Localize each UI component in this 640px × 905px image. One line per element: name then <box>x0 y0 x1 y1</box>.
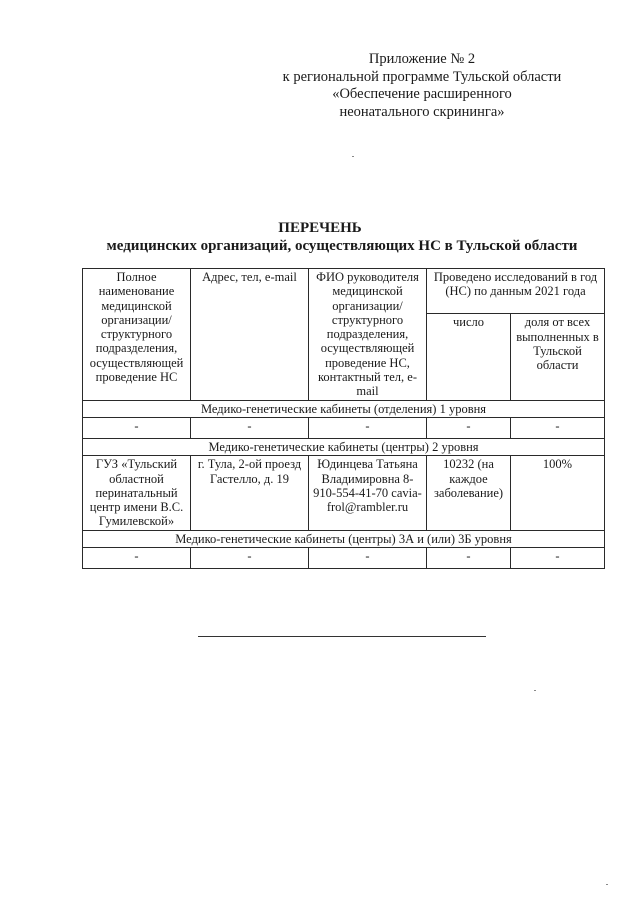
cell-number: - <box>427 417 511 438</box>
title-line-1: ПЕРЕЧЕНЬ <box>278 220 362 236</box>
header-head: ФИО руководителя медицинской организации/ структурного подразделения, осуществляющей проведение НС, контактный тел, e-mail <box>309 269 427 401</box>
table-row <box>83 548 605 569</box>
header-row <box>83 269 605 314</box>
scan-speck <box>534 690 536 691</box>
cell-name: ГУЗ «Тульский областной перинатальный центр имени В.С. Гумилевской» <box>83 456 191 530</box>
document-title <box>80 219 578 255</box>
header-studies: Проведено исследований в год (НС) по данным 2021 года <box>427 269 605 314</box>
cell-address: - <box>191 417 309 438</box>
closing-rule <box>198 636 486 637</box>
appendix-line: «Обеспечение расширенного <box>332 86 512 102</box>
appendix-line: неонатального скрининга» <box>339 103 505 120</box>
cell-head: Юдинцева Татьяна Владимировна 8-910-554-41-70 cavia-frol@rambler.ru <box>309 456 427 530</box>
cell-name: - <box>83 548 191 569</box>
header-name: Полное наименование медицинской организации/ структурного подразделения, осуществляющей проведение НС <box>83 269 191 401</box>
cell-number: 10232 (на каждое заболевание) <box>427 456 511 530</box>
cell-share: 100% <box>511 456 605 530</box>
scan-speck <box>352 156 354 157</box>
section-title: Медико-генетические кабинеты (центры) 3А и (или) 3Б уровня <box>83 530 605 547</box>
appendix-line: Приложение № 2 <box>368 51 476 67</box>
cell-address: г. Тула, 2-ой проезд Гастелло, д. 19 <box>191 456 309 530</box>
organizations-table <box>82 268 605 569</box>
cell-name: - <box>83 417 191 438</box>
header-share: доля от всех выполненных в Тульской области <box>511 314 605 400</box>
cell-head: - <box>309 548 427 569</box>
section-row <box>83 400 605 417</box>
cell-share: - <box>511 548 605 569</box>
table-row <box>83 417 605 438</box>
scan-speck <box>606 884 608 885</box>
section-title: Медико-генетические кабинеты (отделения) 1 уровня <box>83 400 605 417</box>
header-number: число <box>427 314 511 400</box>
section-title: Медико-генетические кабинеты (центры) 2 уровня <box>83 438 605 455</box>
title-line-2: медицинских организаций, осуществляющих НС в Тульской области <box>106 238 578 254</box>
header-address: Адрес, тел, e-mail <box>191 269 309 401</box>
table-row <box>83 456 605 530</box>
cell-head: - <box>309 417 427 438</box>
cell-address: - <box>191 548 309 569</box>
appendix-block <box>262 51 582 121</box>
section-row <box>83 438 605 455</box>
cell-number: - <box>427 548 511 569</box>
cell-share: - <box>511 417 605 438</box>
section-row <box>83 530 605 547</box>
appendix-line: к региональной программе Тульской области <box>282 68 562 85</box>
